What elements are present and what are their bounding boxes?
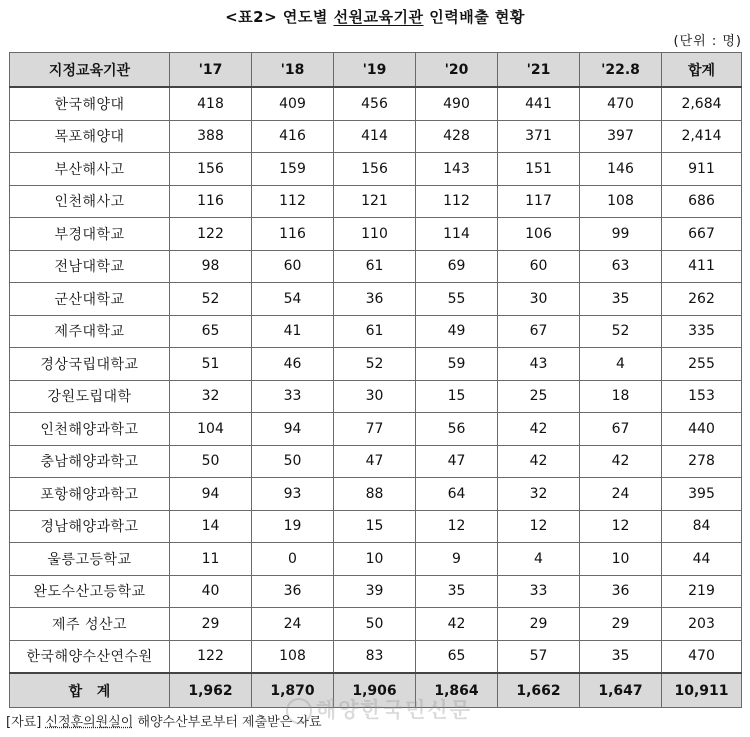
institution-cell: 부산해사고	[10, 153, 170, 186]
institution-cell: 부경대학교	[10, 218, 170, 251]
value-cell: 41	[252, 315, 334, 348]
value-cell: 122	[170, 640, 252, 673]
institution-cell: 강원도립대학	[10, 380, 170, 413]
total-value: 1,906	[334, 673, 416, 708]
institution-cell: 인천해양과학고	[10, 413, 170, 446]
value-cell: 112	[416, 185, 498, 218]
value-cell: 278	[662, 445, 742, 478]
header-col-4: '20	[416, 53, 498, 88]
value-cell: 255	[662, 348, 742, 381]
header-col-2: '18	[252, 53, 334, 88]
value-cell: 159	[252, 153, 334, 186]
value-cell: 29	[498, 608, 580, 641]
value-cell: 42	[416, 608, 498, 641]
value-cell: 36	[334, 283, 416, 316]
value-cell: 83	[334, 640, 416, 673]
value-cell: 414	[334, 120, 416, 153]
value-cell: 262	[662, 283, 742, 316]
table-row	[10, 608, 742, 641]
table-row	[10, 575, 742, 608]
total-value: 1,662	[498, 673, 580, 708]
value-cell: 65	[416, 640, 498, 673]
header-col-1: '17	[170, 53, 252, 88]
title-suffix: 인력배출 현황	[423, 8, 525, 26]
value-cell: 98	[170, 250, 252, 283]
value-cell: 108	[252, 640, 334, 673]
value-cell: 117	[498, 185, 580, 218]
value-cell: 18	[580, 380, 662, 413]
value-cell: 686	[662, 185, 742, 218]
table-row	[10, 153, 742, 186]
source-underlined: 신정훈의원실이	[45, 715, 134, 730]
value-cell: 56	[416, 413, 498, 446]
header-col-5: '21	[498, 53, 580, 88]
total-label: 합 계	[10, 673, 170, 708]
value-cell: 418	[170, 87, 252, 120]
value-cell: 409	[252, 87, 334, 120]
title-prefix: <표2> 연도별	[225, 8, 334, 26]
value-cell: 203	[662, 608, 742, 641]
value-cell: 146	[580, 153, 662, 186]
value-cell: 94	[170, 478, 252, 511]
value-cell: 67	[580, 413, 662, 446]
value-cell: 36	[252, 575, 334, 608]
value-cell: 470	[662, 640, 742, 673]
table-row	[10, 87, 742, 120]
source-note	[6, 711, 322, 730]
institution-cell: 포항해양과학고	[10, 478, 170, 511]
source-prefix: [자료]	[6, 715, 46, 730]
institution-cell: 제주 성산고	[10, 608, 170, 641]
table-row	[10, 315, 742, 348]
value-cell: 42	[498, 445, 580, 478]
table-row	[10, 478, 742, 511]
value-cell: 36	[580, 575, 662, 608]
value-cell: 110	[334, 218, 416, 251]
value-cell: 156	[170, 153, 252, 186]
value-cell: 143	[416, 153, 498, 186]
value-cell: 114	[416, 218, 498, 251]
value-cell: 11	[170, 543, 252, 576]
value-cell: 428	[416, 120, 498, 153]
value-cell: 10	[334, 543, 416, 576]
unit-label: (단위 : 명)	[673, 34, 742, 49]
value-cell: 490	[416, 87, 498, 120]
value-cell: 371	[498, 120, 580, 153]
value-cell: 40	[170, 575, 252, 608]
value-cell: 15	[334, 510, 416, 543]
value-cell: 106	[498, 218, 580, 251]
value-cell: 33	[252, 380, 334, 413]
value-cell: 30	[334, 380, 416, 413]
value-cell: 911	[662, 153, 742, 186]
total-value: 1,864	[416, 673, 498, 708]
value-cell: 60	[498, 250, 580, 283]
value-cell: 32	[170, 380, 252, 413]
table-body	[10, 87, 742, 673]
institution-cell: 인천해사고	[10, 185, 170, 218]
value-cell: 57	[498, 640, 580, 673]
value-cell: 0	[252, 543, 334, 576]
institution-cell: 경남해양과학고	[10, 510, 170, 543]
table-row	[10, 543, 742, 576]
data-table	[9, 52, 742, 708]
institution-cell: 경상국립대학교	[10, 348, 170, 381]
value-cell: 24	[580, 478, 662, 511]
value-cell: 153	[662, 380, 742, 413]
value-cell: 30	[498, 283, 580, 316]
value-cell: 44	[662, 543, 742, 576]
value-cell: 88	[334, 478, 416, 511]
title-underlined: 선원교육기관	[333, 8, 424, 26]
value-cell: 416	[252, 120, 334, 153]
value-cell: 54	[252, 283, 334, 316]
table-title	[0, 6, 750, 27]
institution-cell: 충남해양과학고	[10, 445, 170, 478]
table-row	[10, 445, 742, 478]
watermark-text: 해양한국민신문	[316, 698, 473, 722]
value-cell: 4	[498, 543, 580, 576]
institution-cell: 군산대학교	[10, 283, 170, 316]
total-value: 1,962	[170, 673, 252, 708]
total-row	[10, 673, 742, 708]
table-row	[10, 348, 742, 381]
table-row	[10, 380, 742, 413]
total-value: 1,647	[580, 673, 662, 708]
institution-cell: 한국해양대	[10, 87, 170, 120]
value-cell: 456	[334, 87, 416, 120]
value-cell: 151	[498, 153, 580, 186]
value-cell: 116	[170, 185, 252, 218]
source-suffix: 해양수산부로부터 제출받은 자료	[133, 715, 322, 730]
value-cell: 122	[170, 218, 252, 251]
value-cell: 43	[498, 348, 580, 381]
header-col-3: '19	[334, 53, 416, 88]
value-cell: 42	[498, 413, 580, 446]
value-cell: 46	[252, 348, 334, 381]
value-cell: 77	[334, 413, 416, 446]
value-cell: 12	[416, 510, 498, 543]
value-cell: 4	[580, 348, 662, 381]
value-cell: 99	[580, 218, 662, 251]
table-row	[10, 640, 742, 673]
value-cell: 29	[580, 608, 662, 641]
value-cell: 35	[416, 575, 498, 608]
table-row	[10, 413, 742, 446]
header-institution: 지정교육기관	[10, 53, 170, 88]
value-cell: 411	[662, 250, 742, 283]
institution-cell: 울릉고등학교	[10, 543, 170, 576]
header-row	[10, 53, 742, 88]
value-cell: 395	[662, 478, 742, 511]
institution-cell: 한국해양수산연수원	[10, 640, 170, 673]
value-cell: 50	[170, 445, 252, 478]
value-cell: 25	[498, 380, 580, 413]
table-row	[10, 283, 742, 316]
value-cell: 94	[252, 413, 334, 446]
value-cell: 388	[170, 120, 252, 153]
table-row	[10, 185, 742, 218]
value-cell: 69	[416, 250, 498, 283]
value-cell: 108	[580, 185, 662, 218]
value-cell: 116	[252, 218, 334, 251]
value-cell: 84	[662, 510, 742, 543]
value-cell: 2,414	[662, 120, 742, 153]
table-row	[10, 218, 742, 251]
value-cell: 10	[580, 543, 662, 576]
value-cell: 19	[252, 510, 334, 543]
value-cell: 470	[580, 87, 662, 120]
value-cell: 440	[662, 413, 742, 446]
table-row	[10, 510, 742, 543]
value-cell: 667	[662, 218, 742, 251]
value-cell: 61	[334, 315, 416, 348]
value-cell: 67	[498, 315, 580, 348]
value-cell: 59	[416, 348, 498, 381]
value-cell: 42	[580, 445, 662, 478]
value-cell: 49	[416, 315, 498, 348]
value-cell: 52	[580, 315, 662, 348]
value-cell: 50	[252, 445, 334, 478]
value-cell: 55	[416, 283, 498, 316]
header-col-7: 합계	[662, 53, 742, 88]
value-cell: 52	[334, 348, 416, 381]
value-cell: 60	[252, 250, 334, 283]
value-cell: 47	[334, 445, 416, 478]
institution-cell: 전남대학교	[10, 250, 170, 283]
value-cell: 397	[580, 120, 662, 153]
value-cell: 93	[252, 478, 334, 511]
total-value: 1,870	[252, 673, 334, 708]
value-cell: 51	[170, 348, 252, 381]
value-cell: 335	[662, 315, 742, 348]
institution-cell: 목포해양대	[10, 120, 170, 153]
value-cell: 52	[170, 283, 252, 316]
table-row	[10, 250, 742, 283]
total-value: 10,911	[662, 673, 742, 708]
institution-cell: 완도수산고등학교	[10, 575, 170, 608]
value-cell: 9	[416, 543, 498, 576]
value-cell: 29	[170, 608, 252, 641]
value-cell: 65	[170, 315, 252, 348]
value-cell: 35	[580, 640, 662, 673]
value-cell: 63	[580, 250, 662, 283]
value-cell: 219	[662, 575, 742, 608]
value-cell: 15	[416, 380, 498, 413]
value-cell: 33	[498, 575, 580, 608]
value-cell: 32	[498, 478, 580, 511]
value-cell: 2,684	[662, 87, 742, 120]
value-cell: 64	[416, 478, 498, 511]
value-cell: 14	[170, 510, 252, 543]
value-cell: 112	[252, 185, 334, 218]
value-cell: 50	[334, 608, 416, 641]
value-cell: 47	[416, 445, 498, 478]
value-cell: 24	[252, 608, 334, 641]
value-cell: 12	[580, 510, 662, 543]
value-cell: 441	[498, 87, 580, 120]
institution-cell: 제주대학교	[10, 315, 170, 348]
value-cell: 121	[334, 185, 416, 218]
value-cell: 39	[334, 575, 416, 608]
value-cell: 12	[498, 510, 580, 543]
header-col-6: '22.8	[580, 53, 662, 88]
value-cell: 156	[334, 153, 416, 186]
value-cell: 61	[334, 250, 416, 283]
value-cell: 104	[170, 413, 252, 446]
table-row	[10, 120, 742, 153]
value-cell: 35	[580, 283, 662, 316]
